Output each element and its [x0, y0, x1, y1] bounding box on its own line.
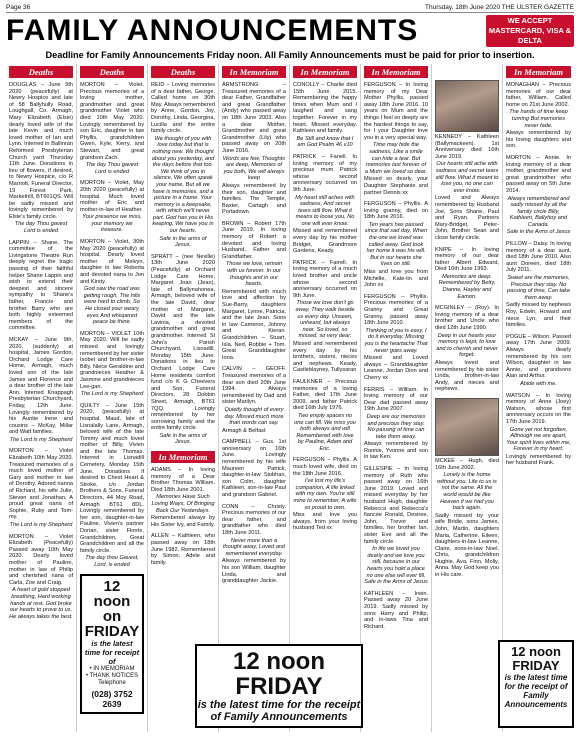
notice: KENNEDY – Kathleen (Ballymackeen). 1st Anniversary died 16th June 2019. Our hearts still ache with sadness and secret tears still flow. What it meant to lose you, no one can ever know. Loved and Always remembered by Husband Joe, Sons Shane, Paul and Ryan. Partners Mary-Bridget, Peter-John, Brother Sean and close family circle. — [435, 134, 499, 241]
masthead — [6, 14, 574, 48]
notice: MORTON – Violet Elizabeth 10th May 2020. Treasured memories of a much loved mother of Gary and mother in law of Dorothy. Adored nanna of Richard, his wife Julie, Steven and Jonathan. A proud great nana of Sophie, Ruby and Tom-my. The Lord is my Shepherd — [9, 448, 73, 528]
page-number: Page 36 — [6, 4, 31, 11]
notice: KNIPE – In loving memory of our dear father Albert Edward, Died 16th June 1993. Memories are deep. Remembered by Betty, Dianne, Hayley and Eamon. — [435, 246, 499, 300]
page-header-bar — [6, 3, 574, 13]
notice: MCGINLEY – (Roy). In loving memory of a dear brother and Uncle who died 12th June 1990. Deep in our hearts your memory is kept, to love and to cherish and never forget. Always loved and remembered by his sister Linda, brother-in-law Andy, and nieces and nephews. — [435, 305, 499, 393]
notice: POGUE – Wilson. Passed away 17th June 2009. Always dearly remembered by his son Wilson, daughter in law Annie, and grandsons Alan and Arthur. Abide with me. — [506, 333, 571, 387]
deadline-promo-box: 12 noon on FRIDAY is the latest time for receipt of • IN MEMORIAM • THANK NOTICES Telephone (028) 3752 2639 — [80, 574, 144, 714]
deadline-banner: Deadline for Family Announcements Friday noon. All Family Announcements must be paid for prior to insertion. — [45, 50, 535, 60]
notice: FAULKNER – Precious memories of a loving Father, died 17th June 2009, and father Patrick died 16th July 1976. Two empty spaces no one can fill. We miss you both always and will Remembered with love by Pauline, Adam and Eric. — [293, 378, 357, 452]
column-7 — [432, 64, 503, 732]
notice: MORTON – Violet, 30th May 2020 (peacefully) at hospital. Dearly loved mother of Melvyn, daughter in law Roberta and devoted nana to Jon and Kirsty. God saw the road was getting rough, The hills were hard to climb, So He closed your weary eyes And whispered peace be thine. — [80, 239, 144, 326]
deadline-promo-large — [195, 644, 363, 728]
memorial-photo — [435, 398, 499, 456]
column-2 — [77, 64, 148, 732]
section-header-memoriam: In Memoriam — [293, 66, 357, 78]
notice: LAPPIN – Shane. The committee of the Livingstone Theatre Run deeply regret the tragic passing of their faithful helper Shane Lappin and wish to extend their deepest and sincere sympathy to Shane's father, Francie and brother Barry who are both highly esteemed members of the committee. — [9, 239, 73, 332]
notice: MCKAY – June 9th, 2020, (suddenly) at hospital, James Gordon, Orchard Lodge Care Home, Armagh, much loved son of the late James and Florence and a dear brother of the late Ann. Interred Knappagh Presbyterian Churchyard, Friday, 12th June. Lovingly remembered by his Auntie Irene and cousins – McKay, Millar and Watt families. The Lord is my Shepherd — [9, 336, 73, 443]
promo-phone: (028) 3752 2639 — [91, 688, 133, 709]
masthead-title: FAMILY ANNOUNCEMENTS — [6, 14, 419, 47]
section-header-memoriam: In Memoriam — [151, 451, 215, 463]
section-header-memoriam: In Memoriam — [222, 66, 286, 78]
section-header-deaths: Deaths — [80, 66, 144, 78]
notice: PATRICK – Farrell. In loving memory of a much loved brother and uncle whose second anniversary occurred on 9th June. Those we love don't go away, They walk beside us every day. Unseen, unheard, but always near. So loved, so missed, so very dear. Missed and remembered every day by his brothers, sisters, nieces and nephews. Keady, Castleblayney, Tullysaran — [293, 259, 357, 374]
column-8 — [503, 64, 574, 732]
notice: MORTON – VIOLET 10th May 2020. Will be sadly missed and lovingly remembered by her sister Isobel and brother-in-law Billy. Niece Geraldine and grandnieces Heather & Jasmine and grandnieces Lee-gan. The Lord is my Shepherd — [80, 330, 144, 398]
notice: PILLOW – Daisy. In loving memory of a dear aunt, died 18th June 2010. Also aunt Doreen, died 18th July 2011. Sweet are the memories, Precious they stay. No passing of time, Can take them away. Sadly missed by nephews Roy, Edwin, Howard and niece Lyn, and their families. — [506, 241, 571, 329]
notice: CAMPBELL – Gus. 1st anniversary on 16th June. Lovingly remembered by his wife Maureen Patrick, daughter-in-law Siobhan, son Colm, daughter Kathleen, son-in-law Paul and grandson Gabriel. — [222, 439, 286, 499]
notice: CALVIN – GEOFF. Treasured memories of a dear son died 20th June 1994. Always remembered by Dad and sister Marilyn. Quietly thought of every day. Missed much more than words can say. Armagh & Belfast — [222, 366, 286, 434]
notice: ADAMS – In loving memory of a Dear Brother Thomas William. Died 18th June 2001. Memories Have Such Loving Ways, Of Bringing Back Our Yesterdays. Remembered always by His Sister Ivy, and Family. — [151, 467, 215, 528]
notice: FERGUSON – Phyllis. A loving granny, died on 18th June 2016. Ten years has passed since that sad day, When the one we loved was called away. God took her home it was his will. But in our hearts she lives on still. Miss and love you from Michelle, Kate-lin and John xx — [364, 201, 428, 289]
memorial-photo — [435, 80, 499, 132]
promo-right-heading: 12 noon FRIDAY — [511, 644, 561, 673]
promo-large-text: is the latest time for the receipt of Family Announcements — [197, 699, 361, 723]
column-5 — [290, 64, 361, 732]
deadline-promo-right — [498, 640, 574, 728]
notice: ALLEN – Kathleen, who passed away on 18th June 1982. Remembered by Simon, Adele and family. — [151, 533, 215, 566]
notice: DOUGLAS – June 9th 2020 (peacefully) at Newry Hospice and late of 58 Ballyhully Road, Loughgall, Co. Armagh, Mary Elizabeth (Elsie) dearly loved wife of the late Kevin and much loved mother of Ian and Lynn. Interred in Ballinran Reformed Presbyterian Church yard Thursday 11th June. Donations in lieu of flowers, if desired, to Newry Hospice, c/o R Marriott, Funeral Director, 19 Forest Park, Markethill, BT601QS. Will be sadly missed and lovingly remembered by Elsie's family circle. The day Thou gavest Lord is ended — [9, 82, 73, 235]
notice: FERRIS – William. In loving memory of our Dear dad passed away 19th June 2007. Deep are our memories and precious they stay. No passing of time can take them away. Always remembered by Ronnie, Yvonne and son in law Ken. — [364, 386, 428, 461]
section-header-deaths: Deaths — [9, 66, 73, 78]
column-4 — [219, 64, 290, 732]
notice: ARMSTRONG – Treasured memories of a dear Father, Grandfather and great Grandfather (Andy) who passed away on 18th June 2003. Also a dear Mother, Grandmother and great Grandmother (Lily) who passed away on 20th June 2016. Words are few, Thoughts are deep, Memories of you both, We will always keep Always remembered by their son, daughter and families. The Temple, Baxter, Cartagh and Portadown. — [222, 82, 286, 216]
notice: FERGUSON – Phyllis. A much loved wife, died on the 18th June 2016. I've lost my life's companion, A life linked with my own. You're still mine to remember, A wife so proud to own. Miss and love you always, from your loving husband Ted xx — [293, 457, 357, 532]
notice: CONN – Christy. Precious memories of our dear father, and grandfather who died 18th June 2011. Never more than a thought away, Loved and remembered everyday. Always remembered by his son William, daughter Linda, and granddaughter Jackie. — [222, 503, 286, 585]
notice: MORTON – Annie. In loving memory of a dear mother, grandmother and great grandmother who passed away on 5th June 2014. Always remembered and sadly missed by all the family circle Billy, Kathleen, Ballyhoy and Canada. Safe in the Arms of Jesus — [506, 154, 571, 236]
notice: FERGUSON – In loving memory of my Dear Mother Phyllis, passed away 18th June 2016. 10 years on Mum and the things I feel so deeply are the hardest things to say, for I your Daughter love you in a very special way. Time may hide the sadness, Like a smile can hide a tear. But memories last forever of a Mum we loved so dear. Missed so dearly, your Daughter Stephanie and partner Dennis xx — [364, 82, 428, 196]
notice: BROWN – Robert 17th June 2019. In loving memory of Robert a devoted and loving Husband, Father and Grandfather. Those we love, remain with us forever. In our thoughts and in our hearts. Remembered with much love and affection by Sue-Barry, daughters Margaret, Lynne, Patricia, and the late Jean. Sons in law Cameron, Johnny and Kieran. Grandchildren – Stuart, Isla, Ned, Robbie + Tom. Great Granddaughter Iona. — [222, 220, 286, 361]
notice: QUILTY – June 15th 2020, (peacefully) at hospital, Maud, late of Lisnalally Lane, Armagh, beloved wife of the late Tommy and much loved mother of Billy, Vivien and the late Thomas. Interred in Lisnadill Cemetery, Monday 15th June. Donations if desired to Chest Heart & Stroke, c/o Jordan Brothers & Sons, Funeral Directors, 44 Moy Road, Armagh BT61 8DL. Lovingly remembered by her son, daughter-in-law Pauline, Vivien's partner Dorian, sister Florrie, Grandchildren, Great Grandchildren and all the family circle. The day thou Gavest, Lord, is ended — [80, 402, 144, 568]
column-6 — [361, 64, 432, 732]
notice: CONOLLY – Charlie died 15th June 2015. Remembering the happy times when Mum and I laughed and sang together. Forever in my heart. Missed everyday. Kathleen and family. Be Still and know that I am God Psalm 46 v10 — [293, 82, 357, 149]
notice: MONAGHAN – Precious memories of our dear father, William. Called home on 21st June 2002. The hands of time keep turning But memories never fade. Always remembered by his loving daughters and son. — [506, 82, 571, 150]
section-header-deaths: Deaths — [151, 66, 215, 78]
notice: KATHLEEN – Irwin. Passed away 20 June 2019. Sadly missed by sons Harry and Philip, and in-laws Tina and Richard. — [364, 590, 428, 630]
section-header-memoriam: In Memoriam — [506, 66, 571, 78]
date-line: Thursday, 18th June 2020 THE ULSTER GAZETTE — [425, 4, 574, 11]
notice: MCKEE – Hugh, died 16th June 2002. Lonely is the home without you. Life to us is not the same. All the world would be like Heaven if we had you back again. Sadly missed by your wife Bridie, sons James, John, Martin, daughters Maria, Catherine, Eileen, daughters-in-law Leanne, Claire, sons-in-law Noel, Chris, grandchildren Hughie, Ava, Finn, Molly, Anna. May God keep you in His care. — [435, 457, 499, 579]
payment-badge: WE ACCEPT MASTERCARD, VISA & DELTA — [486, 15, 574, 47]
promo-right-text: is the latest time for the receipt of Family Announcements — [504, 673, 568, 709]
column-1 — [6, 64, 77, 732]
notice: MORTON – Violet. Precious memories of a loving mother, grandmother and great grandmother Violet who died 10th May 2020. Lovingly remembered by son Eric, daughter in law Phyllis, grandchildren Gwen, Kyle, Kerry, and Stewart, and great grandson Zach. The day Thou gavest Lord is ended — [80, 82, 144, 175]
notice: SPRATT – (nee Neville) 13th June 2020 (Peacefully) at Orchard Lodge Care Home, Margaret Joan (Jean), late of Ballynahonea, Armagh, beloved wife of the late David, dear mother of Margaret, David and the late Lavinia, a devoted grandmother and great grandmother. Interred St John's Parish Churchyard, Lisnadill, Monday 15th June. Donations in lieu to Orchard Lodge Care Home residents comfort fund c/o K G Cheevers and Son, Funeral Directors, 28 Dobbin Street, Armagh, BT61 7QQ. Lovingly remembered by her sorrowing family and the entire family circle. Safe in the arms of Jesus. — [151, 253, 215, 446]
notice: MORTON – Violet, May 20th 2020 (peacefully) at hospital. Much loved mother of Eric and mother-in-law of Heather. Your presence we miss, your memory we treasure. — [80, 180, 144, 234]
notice: FERGUSON – Phyllis. Precious memories of a Granny and Great Granny, passed away 18th June 2010. Thinking of you is easy, I do it everyday. Missing you is the heartache That never goes away. Missed and Loved always – Granddaughter Leanne, Jordan Dion and Cherry xx — [364, 293, 428, 381]
notice: MORTON – Violet Elizabeth (Peacefully) Passed away 10th May 2020. Dearly loved mother of Pauline, mother in law of Philip and cherished nana of Carla, Zoe and Craig. A heart of gold stopped breathing, Hard working hands at rest. God broke our hearts to prove to us, He always takes the best. — [9, 533, 73, 620]
announcement-columns — [6, 64, 574, 732]
section-header-memoriam: In Memoriam — [364, 66, 428, 78]
notice: GILLESPIE – In loving memory of Ruth who passed away on 16th June 2019. Loved and missed everyday by her husband Hugh, daughter Rebecca and Rebecca's fiancée Ronald, Desiree, John, Trevor and families, her brother Ian, sister Eve and all the family circle. In life we loved you dearly and we love you still, because in our hearts you hold a place no one else will ever fill. Safe in the Arms of Jesus — [364, 466, 428, 586]
promo-large-heading: 12 noon FRIDAY — [232, 648, 325, 700]
notice: REID – Loving memories of a dear father, George. Called home on 30th May. Always remembered by Anne, Gordon, Joy, Dorothy, Linda, Georgina, Lucilla and the entire family circle. We thought of you with love today but that is nothing new. We thought about you yesterday, and the days before that too. We think of you in silence, We often speak your name, But all we have is memories, and a picture in a frame. Your memory is a keepsake, with which we'll never part. God has you in His keeping, We have you in our hearts. Safe in the arms of Jesus. — [151, 82, 215, 249]
notice: PATRICK – Fanell. In loving memory of my precious mum Patrick whose second anniversary occurred on 9th June. My heart still aches with sadness, And secret tears still flow. What it means to loose you, No one will ever know. Missed and remembered every day by his mother Bridget, Grandmore Gardens, Keady. — [293, 153, 357, 255]
notice: WATSON – In loving memory of Anne (Joey) Watson, whose first anniversary occurs on the 17th June 2019. Gone yet not forgotten, Although we are apart, Your spirit lives within me, Forever in my heart. Lovingly remembered by her husband Frank. — [506, 392, 571, 467]
column-3 — [148, 64, 219, 732]
